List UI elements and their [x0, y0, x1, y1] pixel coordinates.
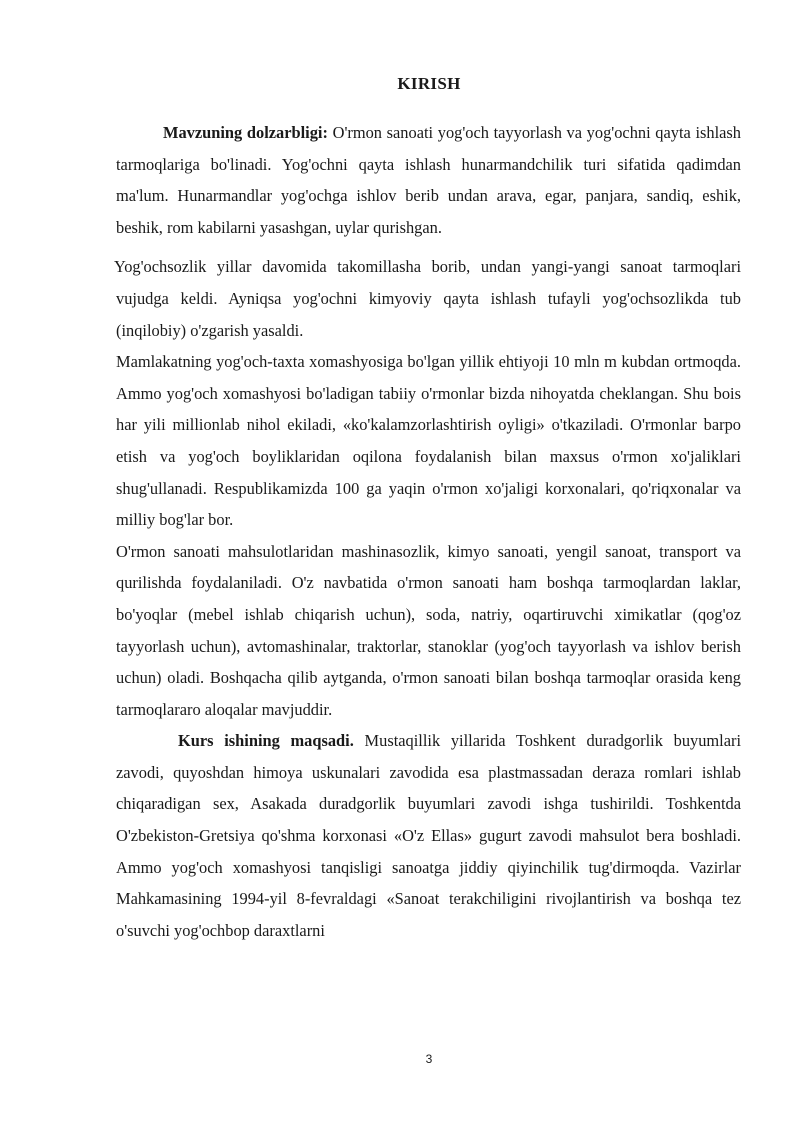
paragraph-gap	[116, 243, 741, 251]
paragraph-industry-links	[116, 536, 741, 726]
page-number: 3	[425, 1052, 433, 1066]
industry-links-text: O'rmon sanoati mahsulotlaridan mashinasozlik, kimyo sanoati, yengil sanoat, transport va qurilishda foydalaniladi. O'z navbatida o'rmon sanoati ham boshqa tarmoqlardan laklar, bo'yoqlar (mebel ishlab chiqarish uchun), soda, natriy, oqartiruvchi ximikatlar (qog'oz tayyorlash uchun), avtomashinalar, traktorlar, stanoklar (yog'och tayyorlash va ishlov berish uchun) oladi. Boshqacha qilib aytganda, o'rmon sanoati bilan boshqa tarmoqlar orasida keng tarmoqlararo aloqalar mavjuddir.	[116, 541, 741, 719]
document-body	[116, 117, 741, 946]
page-title: KIRISH	[397, 74, 461, 93]
paragraph-demand	[116, 346, 741, 536]
course-goal-text: Mustaqillik yillarida Toshkent duradgorlik buyumlari zavodi, quyoshdan himoya uskunalari zavodida esa plastmassadan deraza romlari ishlab chiqaradigan sex, Asakada duradgorlik buyumlari zavodi ishga tushirildi. Toshkentda O'zbekiston-Gretsiya qo'shma korxonasi «O'z Ellas» gugurt zavodi mahsulot bera boshladi. Ammo yog'och xomashyosi tanqisligi sanoatga jiddiy qiyinchilik tug'dirmoqda. Vazirlar Mahkamasining 1994-yil 8-fevraldagi «Sanoat terakchiligini rivojlantirish va boshqa tez o'suvchi yog'ochbop daraxtlarni	[116, 731, 741, 940]
relevance-heading: Mavzuning dolzarbligi:	[163, 123, 328, 142]
paragraph-woodworking	[116, 251, 741, 346]
paragraph-course-goal	[116, 725, 741, 946]
course-goal-heading: Kurs ishining maqsadi.	[178, 731, 354, 751]
demand-text: Mamlakatning yog'och-taxta xomashyosiga bo'lgan yillik ehtiyoji 10 mln m kubdan ortmoqda. Ammo yog'och xomashyosi bo'ladigan tabiiy o'rmonlar bizda nihoyatda cheklangan. Shu bois har yili millionlab nihol ekiladi, «ko'kalamzorlashtirish oyligi» o'tkaziladi. O'rmonlar barpo etish va yog'och boyliklaridan oqilona foydalanish bilan maxsus o'rmon xo'jaliklari shug'ullanadi. Respublikamizda 100 ga yaqin o'rmon xo'jaligi korxonalari, qo'riqxonalar va milliy bog'lar bor.	[116, 352, 741, 530]
woodworking-text: Yog'ochsozlik yillar davomida takomillasha borib, undan yangi-yangi sanoat tarmoqlari vujudga keldi. Ayniqsa yog'ochni kimyoviy qayta ishlash tufayli yog'ochsozlikda tub (inqilobiy) o'zgarish yasaldi.	[114, 257, 741, 340]
relevance-text: O'rmon sanoati yog'och tayyorlash va yog'ochni qayta ishlash tarmoqlariga bo'linadi. Yog'ochni qayta ishlash hunarmandchilik turi sifatida qadimdan ma'lum. Hunarmandlar yog'ochga ishlov berib undan arava, egar, panjara, sandiq, eshik, beshik, rom kabilarni yasashgan, uylar qurishgan.	[116, 123, 741, 237]
paragraph-relevance	[116, 117, 741, 243]
